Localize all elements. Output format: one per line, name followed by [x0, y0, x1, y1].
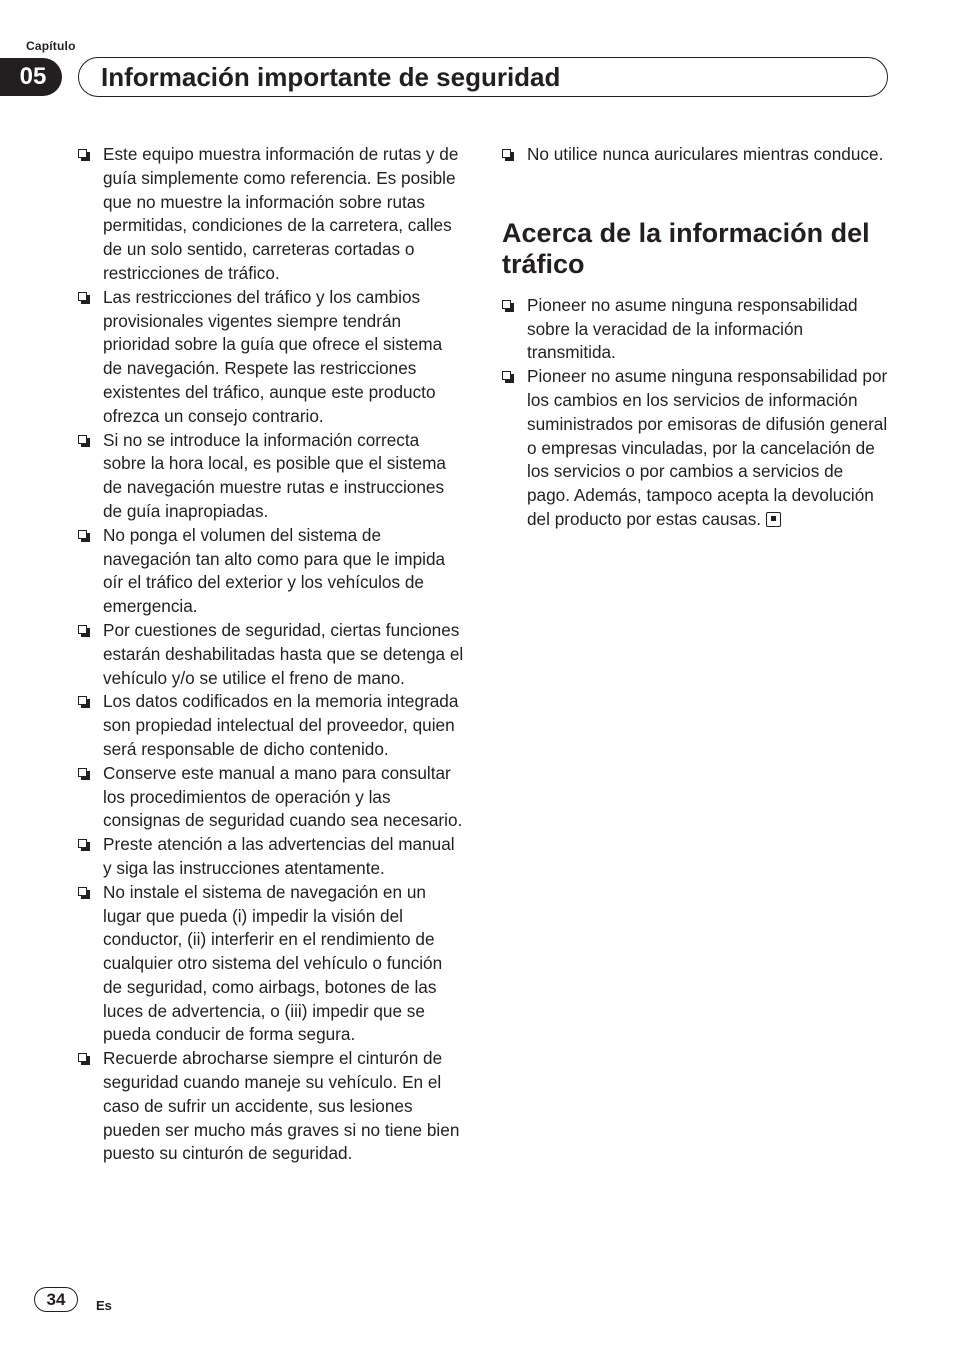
chapter-label: Capítulo: [26, 39, 76, 53]
left-column: [78, 143, 466, 1166]
checkbox-bullet-icon: [502, 149, 511, 158]
chapter-number-badge: 05: [0, 58, 62, 96]
list-item-text: Los datos codificados en la memoria integrada son propiedad intelectual del proveedor, quien será responsable de dicho contenido.: [103, 691, 459, 759]
checkbox-bullet-icon: [78, 696, 87, 705]
checkbox-bullet-icon: [78, 435, 87, 444]
list-item-text: Las restricciones del tráfico y los cambios provisionales vigentes siempre tendrán prioridad sobre la guía que ofrece el sistema de navegación. Respete las restricciones existentes del tráfico, aunque este producto ofrezca un consejo contrario.: [103, 286, 443, 426]
list-item: [78, 881, 466, 1048]
list-item: [78, 286, 466, 429]
list-item: [502, 365, 890, 532]
checkbox-bullet-icon: [502, 300, 511, 309]
checkbox-bullet-icon: [78, 887, 87, 896]
list-item-text: No utilice nunca auriculares mientras conduce.: [527, 144, 884, 164]
list-item: [502, 294, 890, 365]
list-item: [78, 619, 466, 690]
list-item: [78, 429, 466, 524]
checkbox-bullet-icon: [78, 625, 87, 634]
checkbox-bullet-icon: [78, 292, 87, 301]
list-item: [78, 762, 466, 833]
list-item: [78, 833, 466, 881]
checkbox-bullet-icon: [502, 371, 511, 380]
checkbox-bullet-icon: [78, 768, 87, 777]
list-item-text: Conserve este manual a mano para consultar los procedimientos de operación y las consignas de seguridad cuando sea necesario.: [103, 762, 463, 831]
section-heading: Acerca de la información del tráfico: [502, 217, 870, 279]
list-item-text: Este equipo muestra información de rutas y de guía simplemente como referencia. Es posible que no muestre la información sobre rutas permitidas, condiciones de la carretera, calles de un solo sentido, carreteras cortadas o restricciones de tráfico.: [103, 144, 459, 283]
list-item-text: No ponga el volumen del sistema de navegación tan alto como para que le impida oír el tráfico del exterior y los vehículos de emergencia.: [103, 524, 446, 617]
chapter-title: Información importante de seguridad: [101, 62, 561, 92]
list-item: [78, 143, 466, 286]
list-item-text: No instale el sistema de navegación en un lugar que pueda (i) impedir la visión del conductor, (ii) interferir en el rendimiento de cualquier otro sistema del vehículo o función de seguridad, como airbags, botones de las luces de advertencia, o (iii) impedir que se pueda conducir de forma segura.: [103, 881, 443, 1045]
list-item-text: Por cuestiones de seguridad, ciertas funciones estarán deshabilitadas hasta que se detenga el vehículo y/o se utilice el freno de mano.: [103, 619, 464, 688]
traffic-info-list: [502, 294, 890, 532]
list-item-text: Recuerde abrocharse siempre el cinturón de seguridad cuando maneje su vehículo. En el caso de sufrir un accidente, sus lesiones pueden ser mucho más graves si no tiene bien puesto su cinturón de seguridad.: [103, 1048, 460, 1164]
list-item-text: Preste atención a las advertencias del manual y siga las instrucciones atentamente.: [103, 834, 455, 878]
list-item: [78, 1047, 466, 1166]
checkbox-bullet-icon: [78, 839, 87, 848]
checkbox-bullet-icon: [78, 1053, 87, 1062]
checkbox-bullet-icon: [78, 530, 87, 539]
chapter-title-box: [78, 57, 888, 97]
list-item-text: Si no se introduce la información correcta sobre la hora local, es posible que el sistema de navegación muestre rutas e instrucciones de guía inapropiadas.: [103, 429, 446, 521]
headphones-list: [502, 143, 890, 167]
list-item-text: Pioneer no asume ninguna responsabilidad sobre la veracidad de la información transmitida.: [527, 294, 858, 363]
list-item: [502, 143, 890, 167]
right-column: [502, 143, 890, 532]
end-of-section-icon: [766, 512, 781, 527]
list-item: [78, 690, 466, 761]
language-code: Es: [96, 1298, 112, 1313]
list-item: [78, 524, 466, 619]
list-item-text: Pioneer no asume ninguna responsabilidad por los cambios en los servicios de información suministrados por emisoras de difusión general o empresas vinculadas, por la cancelación de los servicios o por cambios a servicios de pago. Además, tampoco acepta la devolución del producto por estas causas.: [527, 366, 888, 529]
page-number: 34: [34, 1287, 78, 1312]
safety-list: [78, 143, 466, 1166]
checkbox-bullet-icon: [78, 149, 87, 158]
